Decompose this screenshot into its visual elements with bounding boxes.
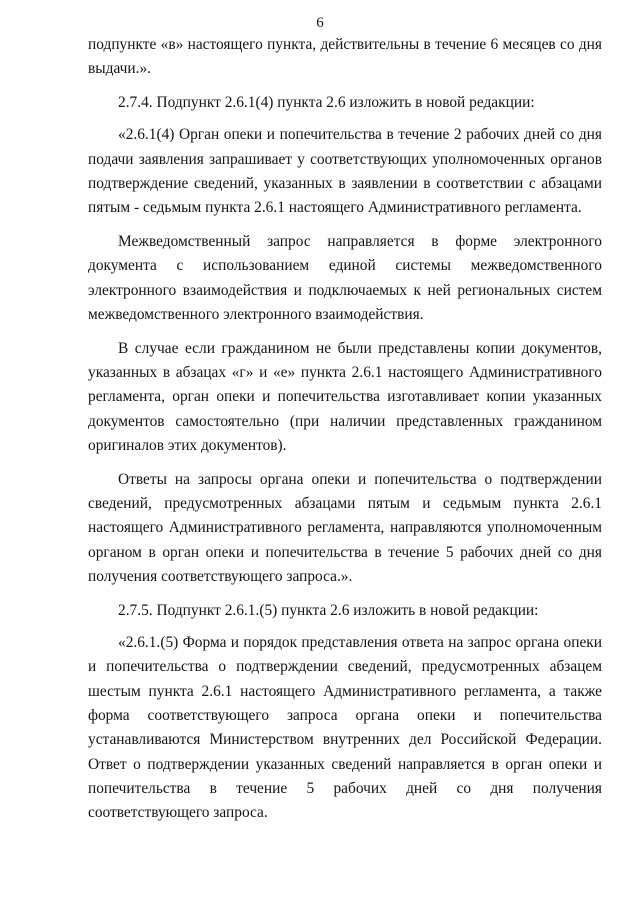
page-number: 6 <box>316 15 324 31</box>
paragraph-interagency-request: Межведомственный запрос направляется в форме электронного документа с использованием единой системы межведомственного электронного взаимодействия и подключаемых к ней региональных систем межведомственного электронного взаимодействия. <box>88 233 602 323</box>
paragraph-document-copies: В случае если гражданином не были представлены копии документов, указанных в абзацах «г» и «е» пункта 2.6.1 настоящего Административного регламента, орган опеки и попечительства изготавливает копии указанных документов самостоятельно (при наличии представленных гражданином оригиналов этих документов). <box>88 339 602 454</box>
paragraph-amendment-2-7-5: 2.7.5. Подпункт 2.6.1.(5) пункта 2.6 изложить в новой редакции: <box>118 601 539 619</box>
paragraph-continuation: подпункте «в» настоящего пункта, действительны в течение 6 месяцев со дня выдачи.». <box>88 36 602 78</box>
paragraph-2-6-1-4: «2.6.1(4) Орган опеки и попечительства в течение 2 рабочих дней со дня подачи заявления запрашивает у соответствующих уполномоченных органов подтверждение сведений, указанных в заявлении в соответствии с абзацами пятым - седьмым пункта 2.6.1 настоящего Административного регламента. <box>88 126 602 217</box>
document-body <box>88 33 602 835</box>
paragraph-responses: Ответы на запросы органа опеки и попечительства о подтверждении сведений, предусмотренных абзацами пятым и седьмым пункта 2.6.1 настоящего Административного регламента, направляются уполномоченным органом в орган опеки и попечительства в течение 5 рабочих дней со дня получения соответствующего запроса.». <box>88 470 602 585</box>
paragraph-amendment-2-7-4: 2.7.4. Подпункт 2.6.1(4) пункта 2.6 изложить в новой редакции: <box>118 94 535 112</box>
paragraph-2-6-1-5: «2.6.1.(5) Форма и порядок представления ответа на запрос органа опеки и попечительства о подтверждении сведений, предусмотренных абзацем шестым пункта 2.6.1 настоящего Административного регламента, а также форма соответствующего запроса органа опеки и попечительства устанавливаются Министерством внутренних дел Российской Федерации. Ответ о подтверждении указанных сведений направляется в орган опеки и попечительства в течение 5 рабочих дней со дня получения соответствующего запроса. <box>88 634 602 822</box>
